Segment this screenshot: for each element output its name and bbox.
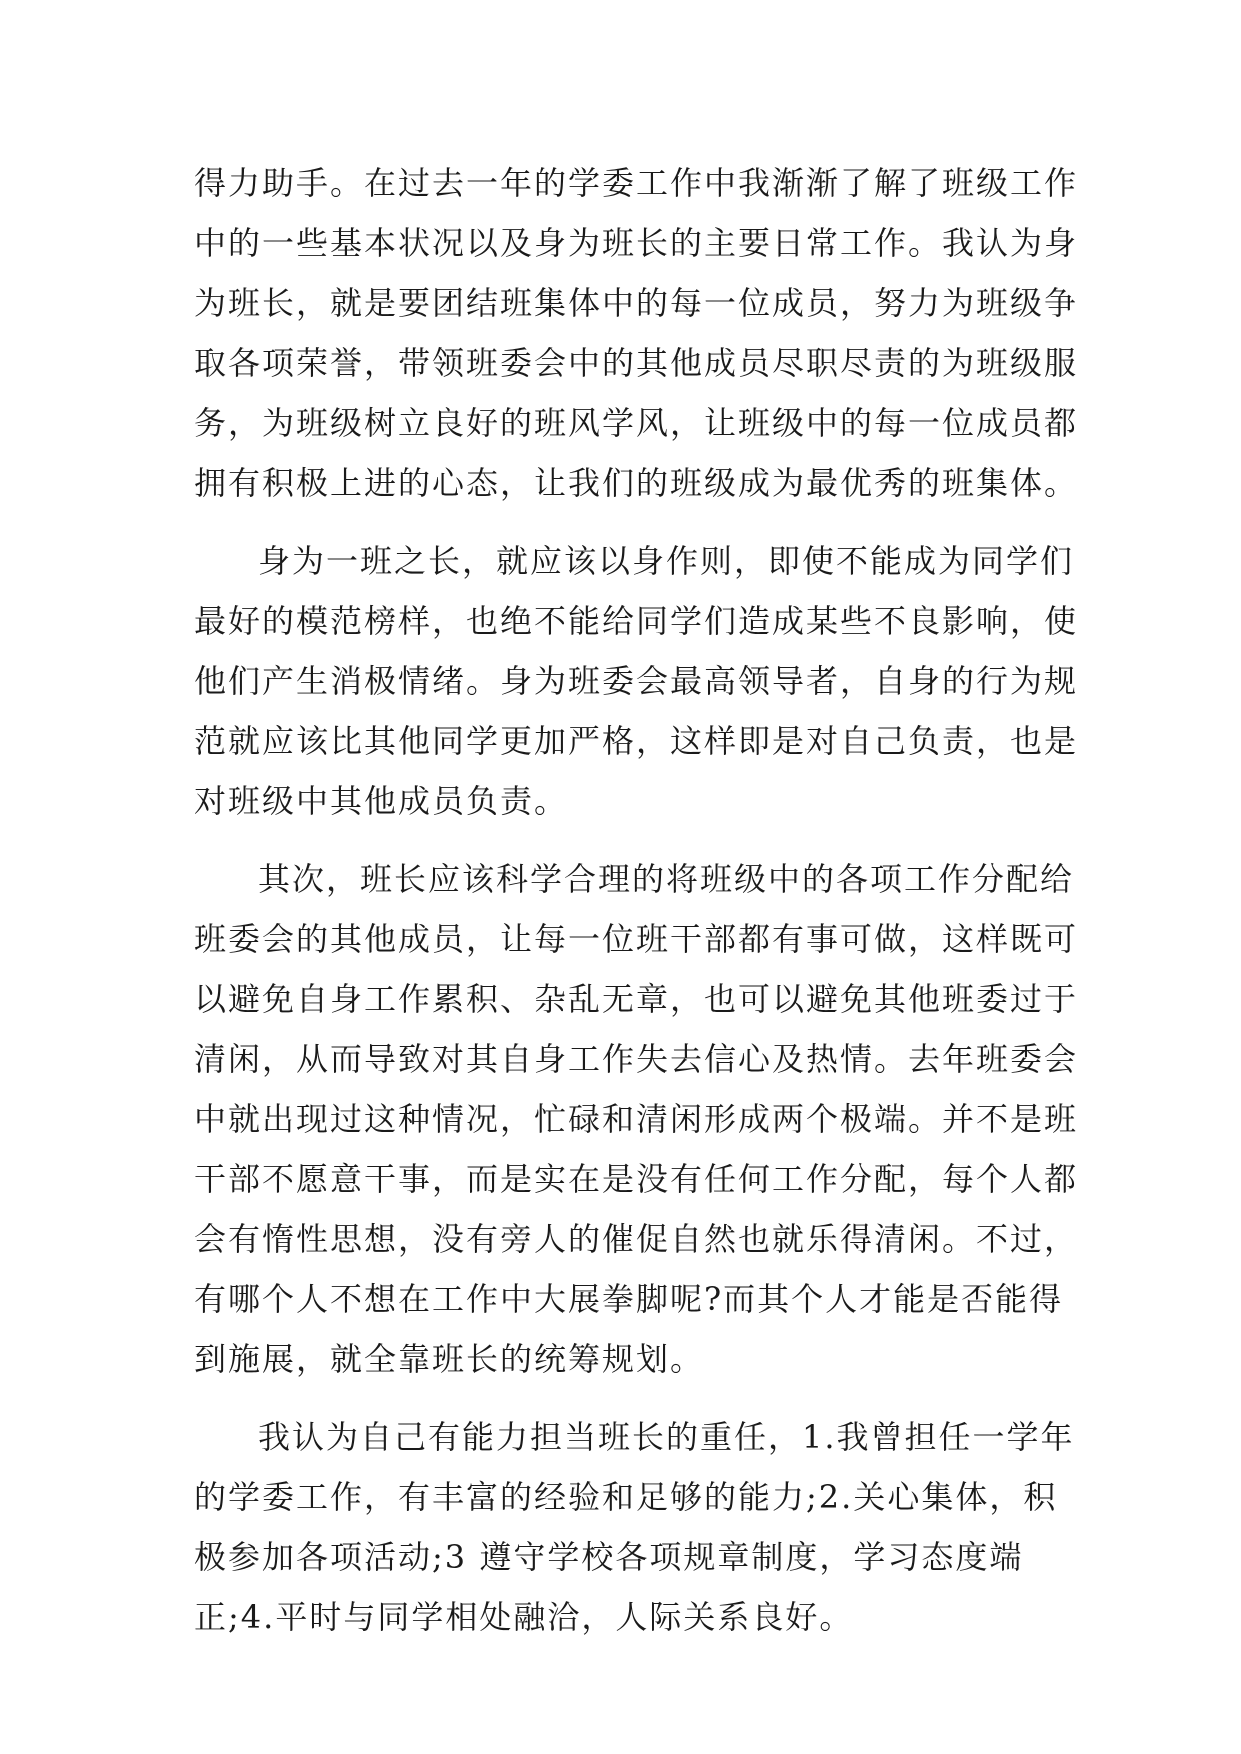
text-line: 极参加各项活动;3 遵守学校各项规章制度，学习态度端 [194,1538,1024,1576]
text-line: 会有惰性思想，没有旁人的催促自然也就乐得清闲。不过， [194,1220,1079,1258]
paragraph-1 [194,153,1079,513]
paragraph-3 [194,849,1079,1389]
text-line: 我认为自己有能力担当班长的重任，1.我曾担任一学年 [258,1418,1075,1456]
text-line: 取各项荣誉，带领班委会中的其他成员尽职尽责的为班级服 [194,344,1079,382]
text-line: 对班级中其他成员负责。 [194,782,569,820]
text-line: 拥有积极上进的心态，让我们的班级成为最优秀的班集体。 [194,464,1079,502]
text-line: 得力助手。在过去一年的学委工作中我渐渐了解了班级工作 [194,164,1079,202]
text-line: 中就出现过这种情况，忙碌和清闲形成两个极端。并不是班 [194,1100,1079,1138]
text-line: 正;4.平时与同学相处融洽，人际关系良好。 [194,1598,854,1636]
text-line: 范就应该比其他同学更加严格，这样即是对自己负责，也是 [194,722,1079,760]
text-line: 中的一些基本状况以及身为班长的主要日常工作。我认为身 [194,224,1079,262]
text-line: 其次，班长应该科学合理的将班级中的各项工作分配给 [258,860,1075,898]
text-line: 最好的模范榜样，也绝不能给同学们造成某些不良影响，使 [194,602,1079,640]
text-line: 以避免自身工作累积、杂乱无章，也可以避免其他班委过于 [194,980,1079,1018]
text-line: 班委会的其他成员，让每一位班干部都有事可做，这样既可 [194,920,1079,958]
text-line: 清闲，从而导致对其自身工作失去信心及热情。去年班委会 [194,1040,1079,1078]
text-line: 他们产生消极情绪。身为班委会最高领导者，自身的行为规 [194,662,1079,700]
text-line: 为班长，就是要团结班集体中的每一位成员，努力为班级争 [194,284,1079,322]
paragraph-2 [194,531,1079,831]
text-line: 务，为班级树立良好的班风学风，让班级中的每一位成员都 [194,404,1079,442]
text-line: 身为一班之长，就应该以身作则，即使不能成为同学们 [258,542,1075,580]
paragraph-4 [194,1407,1075,1647]
document-body [194,153,1079,1647]
text-line: 有哪个人不想在工作中大展拳脚呢?而其个人才能是否能得 [194,1280,1064,1318]
text-line: 干部不愿意干事，而是实在是没有任何工作分配，每个人都 [194,1160,1079,1198]
text-line: 的学委工作，有丰富的经验和足够的能力;2.关心集体，积 [194,1478,1058,1516]
text-line: 到施展，就全靠班长的统筹规划。 [194,1340,705,1378]
